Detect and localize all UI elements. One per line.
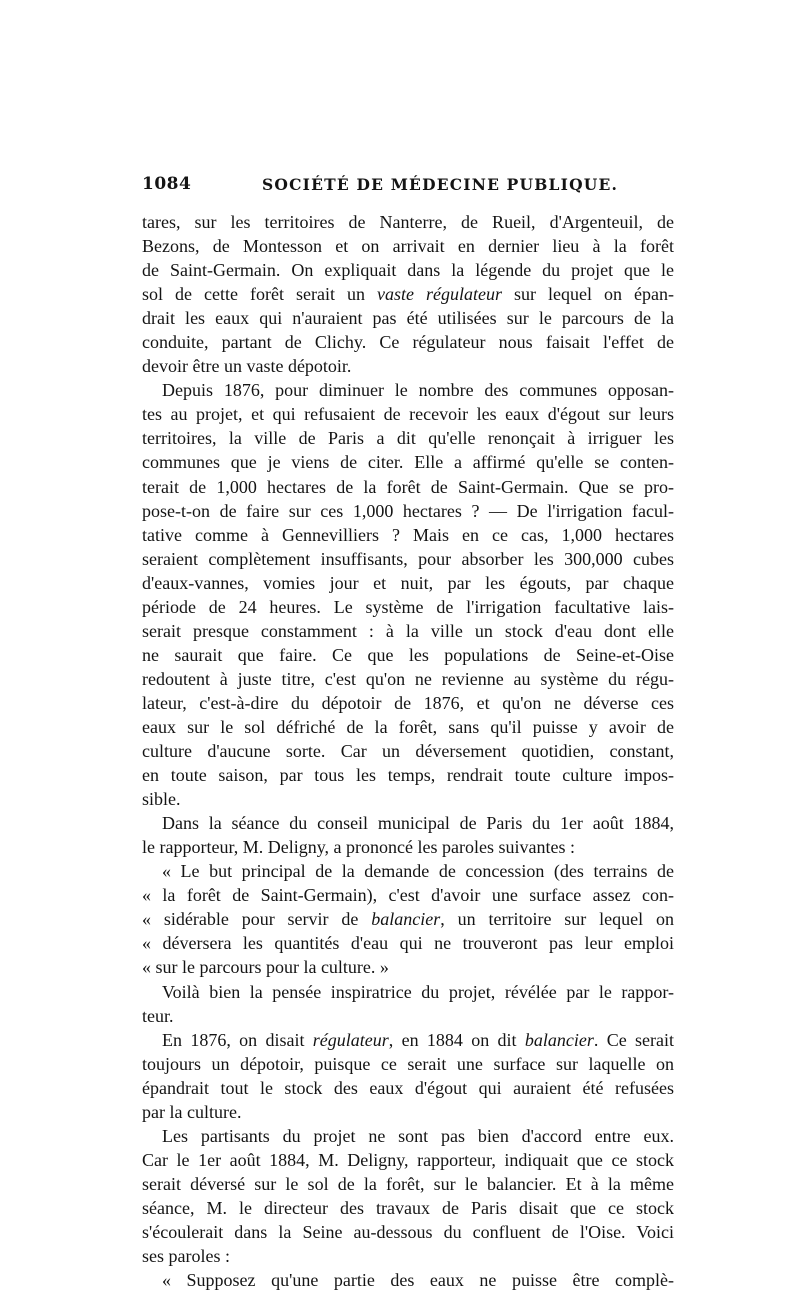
- text-line: [142, 1196, 674, 1220]
- text-line: [142, 330, 674, 354]
- text-run: épandrait tout le stock des eaux d'égout qui auraient été refusées: [142, 1077, 674, 1098]
- text-run: , en 1884 on dit: [388, 1029, 525, 1050]
- text-run: Voilà bien la pensée inspiratrice du projet, révélée par le rappor-: [162, 981, 674, 1002]
- italic-text: vaste régulateur: [377, 284, 502, 305]
- text-line: [142, 907, 674, 931]
- text-run: ne saurait que faire. Ce que les populations de Seine-et-Oise: [142, 644, 674, 665]
- body-text: [142, 210, 674, 1292]
- text-run: redoutent à juste titre, c'est qu'on ne revienne au système du régu-: [142, 668, 674, 689]
- text-line: [142, 306, 674, 330]
- text-run: s'écoulerait dans la Seine au-dessous du confluent de l'Oise. Voici: [142, 1221, 674, 1242]
- text-run: « sur le parcours pour la culture. »: [142, 957, 389, 978]
- text-line: [142, 1100, 674, 1124]
- text-run: eaux sur le sol défriché de la forêt, sans qu'il puisse y avoir de: [142, 716, 674, 737]
- text-line: [142, 1172, 674, 1196]
- text-run: . Ce serait: [593, 1029, 674, 1050]
- text-line: [142, 787, 674, 811]
- text-run: Les partisants du projet ne sont pas bien d'accord entre eux.: [162, 1125, 674, 1146]
- text-line: [142, 354, 674, 378]
- text-run: ses paroles :: [142, 1246, 230, 1267]
- text-line: [142, 859, 674, 883]
- text-line: [142, 571, 674, 595]
- text-run: devoir être un vaste dépotoir.: [142, 356, 352, 377]
- text-line: [142, 378, 674, 402]
- text-line: [142, 210, 674, 234]
- text-line: [142, 1004, 674, 1028]
- text-run: seraient complètement insuffisants, pour absorber les 300,000 cubes: [142, 548, 674, 569]
- text-line: [142, 643, 674, 667]
- italic-text: régulateur: [312, 1029, 389, 1050]
- text-run: séance, M. le directeur des travaux de Paris disait que ce stock: [142, 1197, 674, 1218]
- text-run: communes que je viens de citer. Elle a affirmé qu'elle se conten-: [142, 452, 674, 473]
- text-line: [142, 426, 674, 450]
- text-line: [142, 739, 674, 763]
- text-line: [142, 883, 674, 907]
- text-run: « Supposez qu'une partie des eaux ne puisse être complè-: [162, 1270, 674, 1291]
- text-line: [142, 980, 674, 1004]
- text-line: [142, 715, 674, 739]
- text-line: [142, 234, 674, 258]
- text-run: serait déversé sur le sol de la forêt, sur le balancier. Et à la même: [142, 1173, 674, 1194]
- text-line: [142, 475, 674, 499]
- text-run: sol de cette forêt serait un: [142, 284, 377, 305]
- text-line: [142, 282, 674, 306]
- text-line: [142, 258, 674, 282]
- text-line: [142, 1220, 674, 1244]
- text-line: [142, 1076, 674, 1100]
- text-run: tative comme à Gennevilliers ? Mais en ce cas, 1,000 hectares: [142, 524, 674, 545]
- text-line: [142, 1124, 674, 1148]
- text-line: [142, 1148, 674, 1172]
- text-run: « déversera les quantités d'eau qui ne trouveront pas leur emploi: [142, 933, 674, 954]
- text-run: lateur, c'est-à-dire du dépotoir de 1876, et qu'on ne déverse ces: [142, 692, 674, 713]
- text-run: tares, sur les territoires de Nanterre, de Rueil, d'Argenteuil, de: [142, 212, 674, 232]
- text-line: [142, 595, 674, 619]
- text-run: culture d'aucune sorte. Car un déversement quotidien, constant,: [142, 741, 674, 762]
- text-run: période de 24 heures. Le système de l'irrigation facultative lais-: [142, 596, 674, 617]
- text-run: teur.: [142, 1005, 174, 1026]
- text-line: [142, 547, 674, 571]
- text-run: pose-t-on de faire sur ces 1,000 hectares ? — De l'irrigation facul-: [142, 500, 674, 521]
- text-run: sur lequel on épan-: [502, 284, 674, 305]
- text-run: par la culture.: [142, 1101, 242, 1122]
- text-line: [142, 667, 674, 691]
- text-run: Bezons, de Montesson et on arrivait en dernier lieu à la forêt: [142, 236, 674, 257]
- text-run: drait les eaux qui n'auraient pas été utilisées sur le parcours de la: [142, 308, 674, 329]
- text-run: conduite, partant de Clichy. Ce régulateur nous faisait l'effet de: [142, 332, 674, 353]
- text-run: Car le 1er août 1884, M. Deligny, rapporteur, indiquait que ce stock: [142, 1149, 674, 1170]
- italic-text: balancier: [524, 1029, 594, 1050]
- italic-text: balancier: [371, 909, 441, 930]
- page-header: [142, 172, 674, 198]
- text-run: terait de 1,000 hectares de la forêt de Saint-Germain. Que se pro-: [142, 476, 674, 497]
- text-run: « la forêt de Saint-Germain), c'est d'avoir une surface assez con-: [142, 885, 674, 906]
- text-run: territoires, la ville de Paris a dit qu'elle renonçait à irriguer les: [142, 428, 674, 449]
- text-run: de Saint-Germain. On expliquait dans la légende du projet que le: [142, 260, 674, 281]
- text-run: le rapporteur, M. Deligny, a prononcé les paroles suivantes :: [142, 837, 575, 858]
- text-run: Dans la séance du conseil municipal de Paris du 1er août 1884,: [162, 813, 674, 834]
- text-line: [142, 1268, 674, 1292]
- text-run: tes au projet, et qui refusaient de recevoir les eaux d'égout sur leurs: [142, 404, 674, 425]
- text-run: sible.: [142, 789, 181, 810]
- running-title: SOCIÉTÉ DE MÉDECINE PUBLIQUE.: [262, 175, 619, 194]
- text-line: [142, 691, 674, 715]
- text-line: [142, 763, 674, 787]
- text-line: [142, 835, 674, 859]
- text-run: « Le but principal de la demande de concession (des terrains de: [162, 861, 674, 882]
- text-run: Depuis 1876, pour diminuer le nombre des communes opposan-: [162, 380, 674, 401]
- text-run: , un territoire sur lequel on: [440, 909, 674, 930]
- text-run: En 1876, on disait: [162, 1029, 313, 1050]
- text-line: [142, 1244, 674, 1268]
- text-line: [142, 955, 674, 979]
- text-line: [142, 811, 674, 835]
- text-run: « sidérable pour servir de: [142, 909, 372, 930]
- text-run: en toute saison, par tous les temps, rendrait toute culture impos-: [142, 765, 674, 786]
- text-run: toujours un dépotoir, puisque ce serait une surface sur laquelle on: [142, 1053, 674, 1074]
- text-line: [142, 523, 674, 547]
- text-run: serait presque constamment : à la ville un stock d'eau dont elle: [142, 620, 674, 641]
- page-number: 1084: [142, 174, 192, 194]
- text-line: [142, 1028, 674, 1052]
- text-line: [142, 402, 674, 426]
- text-run: d'eaux-vannes, vomies jour et nuit, par les égouts, par chaque: [142, 572, 674, 593]
- text-line: [142, 619, 674, 643]
- text-line: [142, 450, 674, 474]
- text-line: [142, 499, 674, 523]
- text-line: [142, 1052, 674, 1076]
- text-line: [142, 931, 674, 955]
